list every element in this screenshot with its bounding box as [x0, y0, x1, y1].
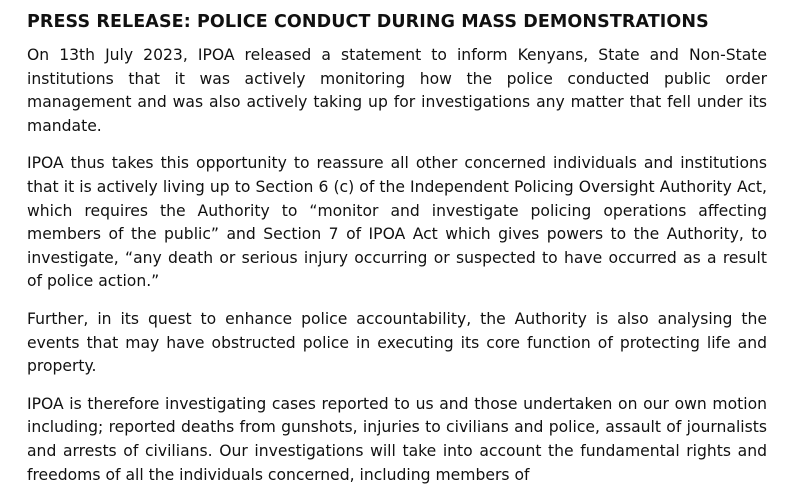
paragraph-accountability: Further, in its quest to enhance police accountability, the Authority is also analysing the events that may have obstructed police in executing its core function of protecting life and property.	[27, 309, 767, 376]
paragraph-section-6-and-7: IPOA thus takes this opportunity to reassure all other concerned individuals and institutions that it is actively living up to Section 6 (c) of the Independent Policing Oversight Authority Act, which requires the Authority to “monitor and investigate policing operations affecting members of the public” and Section 7 of IPOA Act which gives powers to the Authority, to investigate, “any death or serious injury occurring or suspected to have occurred as a result of police action.”	[27, 154, 767, 291]
paragraph-investigations: IPOA is therefore investigating cases reported to us and those undertaken on our own motion including; reported deaths from gunshots, injuries to civilians and police, assault of journalists and arrests of civilians. Our investigations will take into account the fundamental rights and freedoms of all the individuals concerned, including members of	[27, 394, 767, 484]
press-release-title: PRESS RELEASE: POLICE CONDUCT DURING MASS DEMONSTRATIONS	[27, 12, 709, 32]
paragraph-ipoa-statement: On 13th July 2023, IPOA released a statement to inform Kenyans, State and Non-State institutions that it was actively monitoring how the police conducted public order management and was also actively taking up for investigations any matter that fell under its mandate.	[27, 46, 767, 135]
